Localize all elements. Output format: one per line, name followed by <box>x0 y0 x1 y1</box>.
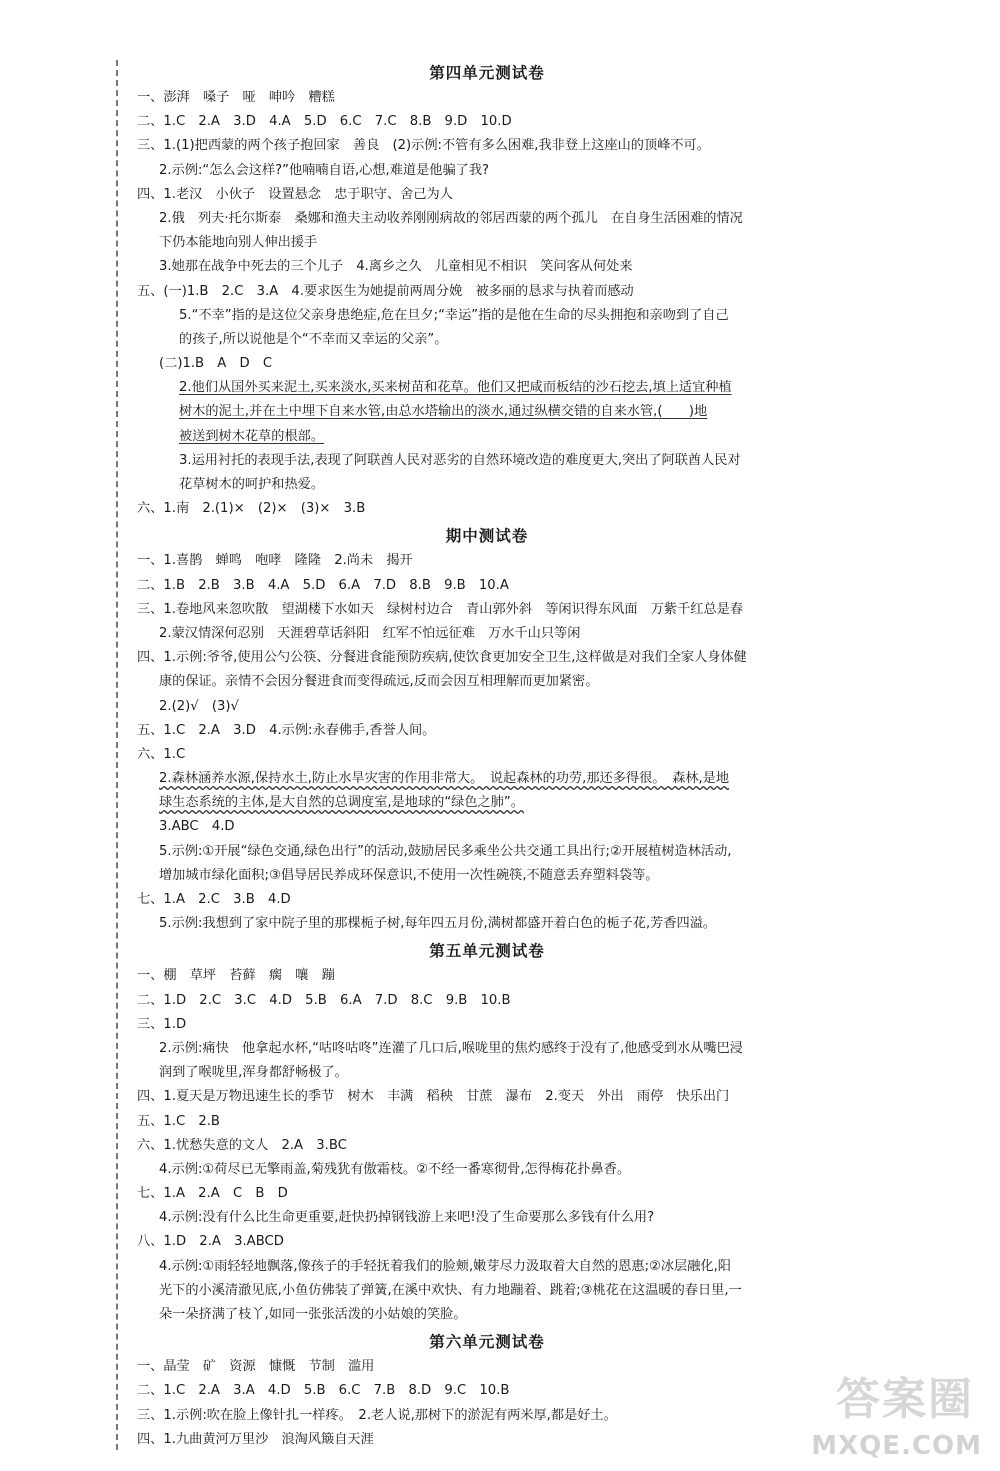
answer-line-wavy: 球生态系统的主体,是大自然的总调度室,是地球的“绿色之肺”。 <box>159 795 524 811</box>
answer-line: 四、1.老汉 小伙子 设置悬念 忠于职守、舍己为人 <box>137 186 453 202</box>
answer-line: 三、1.卷地风来忽吹散 望湖楼下水如天 绿树村边合 青山郭外斜 等闲识得东风面 万紫千红总是春 <box>137 601 744 617</box>
answer-line: 2.俄 列夫·托尔斯泰 桑娜和渔夫主动收养刚刚病故的邻居西蒙的两个孤儿 在自身生活困难的情况 <box>159 210 743 226</box>
answer-line: 一、晶莹 矿 资源 慷慨 节制 滥用 <box>137 1359 375 1375</box>
answer-line: 3.运用衬托的表现手法,表现了阿联酋人民对恶劣的自然环境改造的难度更大,突出了阿联酋人民对 <box>179 452 741 468</box>
answer-line: 5.示例:我想到了家中院子里的那棵栀子树,每年四五月份,满树都盛开着白色的栀子花,芳香四溢。 <box>159 916 717 932</box>
watermark-site: MXQE.COM <box>811 1431 982 1461</box>
section-title-midterm: 期中测试卷 <box>445 527 529 546</box>
answer-line: 八、1.D 2.A 3.ABCD <box>137 1234 284 1250</box>
answer-line: (二)1.B A D C <box>159 356 273 372</box>
binding-dashed-line <box>116 60 118 1450</box>
answer-line: 4.示例:①荷尽已无擎雨盖,菊残犹有傲霜枝。②不经一番寒彻骨,怎得梅花扑鼻香。 <box>159 1161 631 1177</box>
section-title-unit4: 第四单元测试卷 <box>429 64 545 82</box>
answer-line: 增加城市绿化面积;③倡导居民养成环保意识,不使用一次性碗筷,不随意丢弃塑料袋等。 <box>159 867 659 883</box>
answer-line: 四、1.示例:爷爷,使用公勺公筷、分餐进食能预防疾病,使饮食更加安全卫生,这样做是对我们全家人身体健 <box>137 650 747 666</box>
answer-line: 六、1.忧愁失意的文人 2.A 3.BC <box>137 1137 347 1153</box>
watermark-logo: 答案圈 <box>836 1374 974 1425</box>
answer-line: 5.“不幸”指的是这位父亲身患绝症,危在旦夕;“幸运”指的是他在生命的尽头拥抱和亲吻到了自己 <box>179 307 729 323</box>
answer-line: 一、澎湃 嗓子 哑 呻吟 糟糕 <box>137 90 335 105</box>
answer-line: 五、(一)1.B 2.C 3.A 4.要求医生为她提前两周分娩 被多丽的恳求与执着而感动 <box>137 283 634 299</box>
answer-line: 七、1.A 2.A C B D <box>137 1186 288 1202</box>
section-title-unit6: 第六单元测试卷 <box>429 1333 545 1352</box>
answer-line: 三、1.D <box>137 1016 187 1032</box>
answer-line: 4.示例:没有什么比生命更重要,赶快扔掉钢钱游上来吧!没了生命要那么多钱有什么用? <box>159 1210 655 1226</box>
answer-line: 3.她那在战争中死去的三个儿子 4.离乡之久 儿童相见不相识 笑问客从何处来 <box>159 259 633 275</box>
answer-line: 六、1.南 2.(1)× (2)× (3)× 3.B <box>137 501 366 517</box>
answer-line: 花草树木的呵护和热爱。 <box>179 477 325 492</box>
answer-line: 5.示例:①开展“绿色交通,绿色出行”的活动,鼓励居民多乘坐公共交通工具出行;②开展植树造林活动, <box>159 843 732 859</box>
answer-line: 一、1.喜鹊 蝉鸣 咆哮 隆隆 2.尚未 揭开 <box>137 553 413 569</box>
answer-line: 朵一朵挤满了枝丫,如同一张张活泼的小姑娘的笑脸。 <box>159 1307 467 1322</box>
answer-line: 一、棚 草坪 苔藓 瘸 嚷 蹦 <box>137 968 335 984</box>
answer-line-underlined: 被送到树木花草的根部。 <box>179 428 325 444</box>
answer-line-underlined: 树木的泥土,并在土中埋下自来水管,由总水塔输出的淡水,通过纵横交错的自来水管,( )地 <box>179 404 708 420</box>
section-title-unit5: 第五单元测试卷 <box>429 942 545 961</box>
answer-line: 4.示例:①雨轻轻地飘落,像孩子的手轻抚着我们的脸颊,嫩芽尽力汲取着大自然的恩惠;②冰层融化,阳 <box>159 1258 731 1274</box>
answer-line-underlined: 2.他们从国外买来泥土,买来淡水,买来树苗和花草。他们又把咸而板结的沙石挖去,填上适宜种植 <box>179 380 732 396</box>
answer-line: 七、1.A 2.C 3.B 4.D <box>137 892 291 907</box>
answer-line: 六、1.C <box>137 746 186 762</box>
answer-line: 2.(2)√ (3)√ <box>159 698 239 714</box>
answer-line: 二、1.C 2.A 3.D 4.A 5.D 6.C 7.C 8.B 9.D 10.D <box>137 114 512 130</box>
answer-line: 四、1.九曲黄河万里沙 浪淘风簸自天涯 <box>137 1431 374 1447</box>
answer-line-wavy: 2.森林涵养水源,保持水土,防止水旱灾害的作用非常大。 说起森林的功劳,那还多得很。 森林,是地 <box>159 771 730 787</box>
answer-line: 光下的小溪清澈见底,小鱼仿佛装了弹簧,在溪中欢快、有力地蹦着、跳着;③桃花在这温暖的春日里,一 <box>159 1282 742 1298</box>
answer-line: 五、1.C 2.A 3.D 4.示例:永春佛手,香誉人间。 <box>137 722 436 738</box>
answer-line: 润到了喉咙里,浑身都舒畅极了。 <box>159 1065 348 1081</box>
answer-line: 三、1.示例:吹在脸上像针扎一样疼。 2.老人说,那树下的淤泥有两米厚,都是好土。 <box>137 1407 617 1423</box>
answer-page-content <box>137 58 837 1452</box>
answer-line: 二、1.C 2.A 3.A 4.D 5.B 6.C 7.B 8.D 9.C 10.B <box>137 1383 510 1399</box>
answer-line: 2.蒙汉情深何忍别 天涯碧草话斜阳 红军不怕远征难 万水千山只等闲 <box>159 625 581 641</box>
answer-line: 三、1.(1)把西蒙的两个孩子抱回家 善良 (2)示例:不管有多么困难,我非登上这座山的顶峰不可。 <box>137 138 710 154</box>
answer-line: 的孩子,所以说他是个“不幸而又幸运的父亲”。 <box>179 331 448 347</box>
answer-line: 五、1.C 2.B <box>137 1113 220 1129</box>
answer-line: 二、1.B 2.B 3.B 4.A 5.D 6.A 7.D 8.B 9.B 10.A <box>137 577 509 593</box>
answer-line: 2.示例:“怎么会这样?”他喃喃自语,心想,难道是他骗了我? <box>159 162 490 178</box>
answer-line: 3.ABC 4.D <box>159 819 235 835</box>
answer-line: 2.示例:痛快 他拿起水杯,“咕咚咕咚”连灌了几口后,喉咙里的焦灼感终于没有了,他感受到水从嘴巴浸 <box>159 1040 743 1056</box>
answer-line: 下仍本能地向别人伸出援手 <box>159 235 318 251</box>
answer-line: 二、1.D 2.C 3.C 4.D 5.B 6.A 7.D 8.C 9.B 10.B <box>137 992 511 1008</box>
answer-line: 康的保证。亲情不会因分餐进食而变得疏远,反而会因互相理解而更加紧密。 <box>159 674 599 690</box>
answer-line: 四、1.夏天是万物迅速生长的季节 树木 丰满 稻秧 甘蔗 瀑布 2.变天 外出 雨停 快乐出门 <box>137 1089 730 1105</box>
